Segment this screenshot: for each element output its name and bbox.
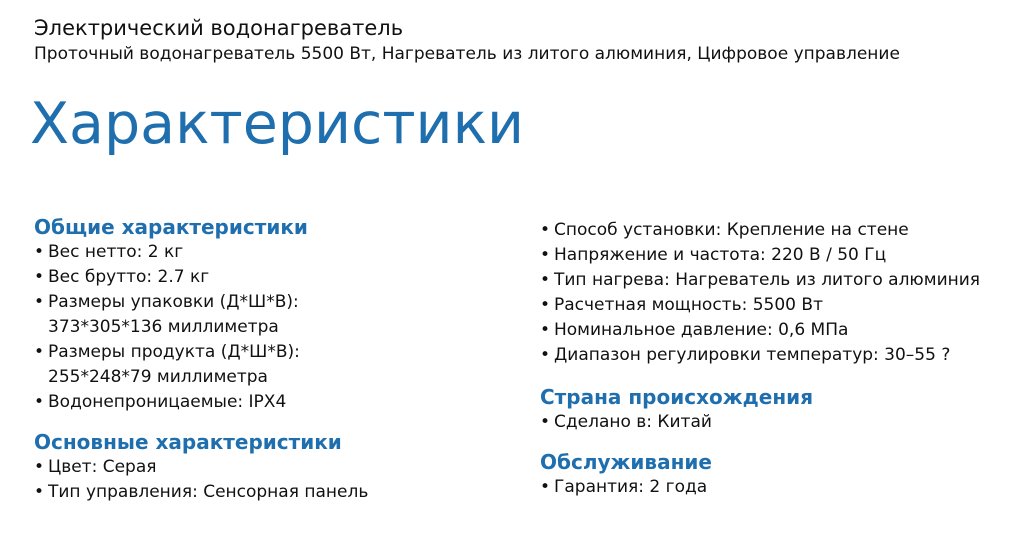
spec-text: Тип нагрева: Нагреватель из литого алюминия [554, 270, 981, 290]
spec-item-color [34, 455, 504, 480]
spec-item-made-in [540, 410, 1010, 435]
spec-text: Цвет: Серая [48, 457, 157, 477]
spec-text: Вес брутто: 2.7 кг [48, 267, 210, 287]
technical-specs-list [540, 218, 1010, 368]
spec-item-mounting [540, 218, 1010, 243]
product-name: Электрический водонагреватель [34, 16, 404, 40]
product-description: Проточный водонагреватель 5500 Вт, Нагреватель из литого алюминия, Цифровое управление [34, 44, 900, 64]
service-list [540, 475, 1010, 500]
spec-text: Номинальное давление: 0,6 МПа [554, 320, 849, 340]
spec-text: Размеры продукта (Д*Ш*В): [48, 342, 300, 362]
spec-item-product-size [34, 340, 504, 390]
spec-text: Гарантия: 2 года [554, 477, 708, 497]
spec-text: Размеры упаковки (Д*Ш*В): [48, 292, 299, 312]
spec-item-control-type [34, 480, 504, 505]
origin-list [540, 410, 1010, 435]
spec-text: Тип управления: Сенсорная панель [48, 482, 369, 502]
page-title: Характеристики [30, 91, 525, 157]
section-title-general: Общие характеристики [34, 215, 308, 239]
origin-section [540, 384, 1010, 435]
service-section [540, 449, 1010, 500]
spec-item-waterproof [34, 390, 504, 415]
spec-item-net-weight [34, 240, 504, 265]
spec-text: Водонепроницаемые: IPX4 [48, 392, 287, 412]
main-specs-list [34, 455, 504, 505]
main-specs-section [34, 429, 504, 505]
general-specs-section [34, 214, 504, 415]
general-specs-list [34, 240, 504, 415]
product-header [34, 14, 900, 66]
section-title-main: Основные характеристики [34, 430, 342, 454]
spec-text: Вес нетто: 2 кг [48, 242, 184, 262]
spec-item-voltage [540, 243, 1010, 268]
spec-text-continued: 373*305*136 миллиметра [48, 317, 279, 337]
spec-item-gross-weight [34, 265, 504, 290]
left-column [34, 214, 504, 505]
spec-item-temp-range [540, 343, 1010, 368]
section-title-service: Обслуживание [540, 450, 712, 474]
spec-item-heating-type [540, 268, 1010, 293]
section-title-origin: Страна происхождения [540, 385, 814, 409]
spec-text: Способ установки: Крепление на стене [554, 220, 909, 240]
spec-item-pressure [540, 318, 1010, 343]
technical-specs-section [540, 218, 1010, 368]
spec-item-package-size [34, 290, 504, 340]
spec-item-warranty [540, 475, 1010, 500]
right-column [540, 218, 1010, 500]
spec-text: Напряжение и частота: 220 В / 50 Гц [554, 245, 887, 265]
spec-text: Диапазон регулировки температур: 30–55 ? [554, 345, 951, 365]
spec-text: Расчетная мощность: 5500 Вт [554, 295, 823, 315]
spec-item-power [540, 293, 1010, 318]
spec-text: Сделано в: Китай [554, 412, 712, 432]
spec-text-continued: 255*248*79 миллиметра [48, 367, 268, 387]
